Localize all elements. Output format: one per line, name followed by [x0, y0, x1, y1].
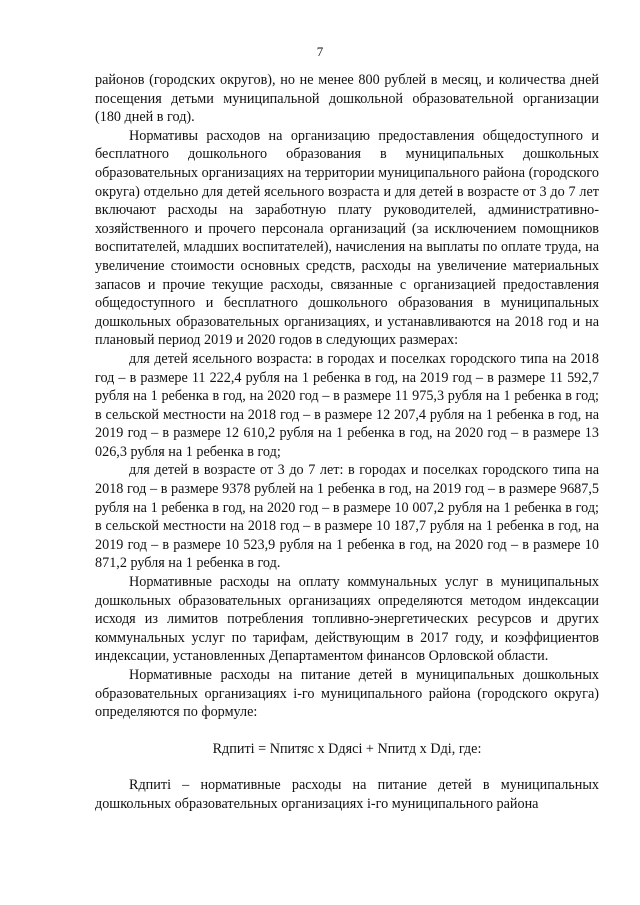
paragraph-expense-norms: Нормативы расходов на организацию предоставления общедоступного и бесплатного дошкольного образования в муниципальных дошкольных образовательных организациях на территории муниципального района (городского округа) отдельно для детей ясельного возраста и для детей в возрасте от 3 до 7 лет включают расходы на заработную плату руководителей, административно-хозяйственного и прочего персонала организаций (за исключением помощников воспитателей, младших воспитателей), начисления на выплаты по оплате труда, на увеличение стоимости основных средств, расходы на увеличение материальных запасов и прочие текущие расходы, связанные с организацией предоставления общедоступного и бесплатного дошкольного образования в муниципальных дошкольных образовательных организациях, и устанавливаются на 2018 год и на плановый период 2019 и 2020 годов в следующих размерах:: [95, 127, 599, 349]
paragraph-food-expenses: Нормативные расходы на питание детей в муниципальных дошкольных образовательных организациях i-го муниципального района (городского округа) определяются по формуле:: [95, 667, 599, 721]
paragraph-formula-definition: Rдпитi – нормативные расходы на питание детей в муниципальных дошкольных образовательных организациях i-го муниципального района: [95, 777, 599, 812]
paragraph-nursery-age: для детей ясельного возраста: в городах и поселках городского типа на 2018 год – в размере 11 222,4 рубля на 1 ребенка в год, на 2019 год – в размере 11 592,7 рубля на 1 ребенка в год, на 2020 год – в размере 11 975,3 рубля на 1 ребенка в год; в сельской местности на 2018 год – в размере 12 207,4 рубля на 1 ребенка в год, на 2019 год – в размере 12 610,2 рубля на 1 ребенка в год, на 2020 год – в размере 13 026,3 рубля на 1 ребенка в год;: [95, 350, 599, 460]
paragraph-continuation: районов (городских округов), но не менее 800 рублей в месяц, и количества дней посещения детьми муниципальной дошкольной образовательной организации (180 дней в год).: [95, 72, 599, 126]
paragraph-utilities: Нормативные расходы на оплату коммунальных услуг в муниципальных дошкольных образовательных организациях определяются методом индексации исходя из лимитов потребления топливно-энергетических ресурсов и других коммунальных услуг по тарифам, действующим в 2017 году, и коэффициентов индексации, установленных Департаментом финансов Орловской области.: [95, 574, 599, 665]
formula: Rдпитi = Nпитяс x Dдяci + Nпитд x Dдi, где:: [212, 740, 482, 757]
paragraph-age-3-to-7: для детей в возрасте от 3 до 7 лет: в городах и поселках городского типа на 2018 год – в размере 9378 рублей на 1 ребенка в год, на 2019 год – в размере 9687,5 рубля на 1 ребенка в год, на 2020 год – в размере 10 007,2 рубля на 1 ребенка в год; в сельской местности на 2018 год – в размере 10 187,7 рубля на 1 ребенка в год, на 2019 год – в размере 10 523,9 рубля на 1 ребенка в год, на 2020 год – в размере 10 871,2 рубля на 1 ребенка в год.: [95, 462, 599, 572]
page-number: 7: [316, 44, 324, 59]
document-body: [95, 71, 599, 814]
